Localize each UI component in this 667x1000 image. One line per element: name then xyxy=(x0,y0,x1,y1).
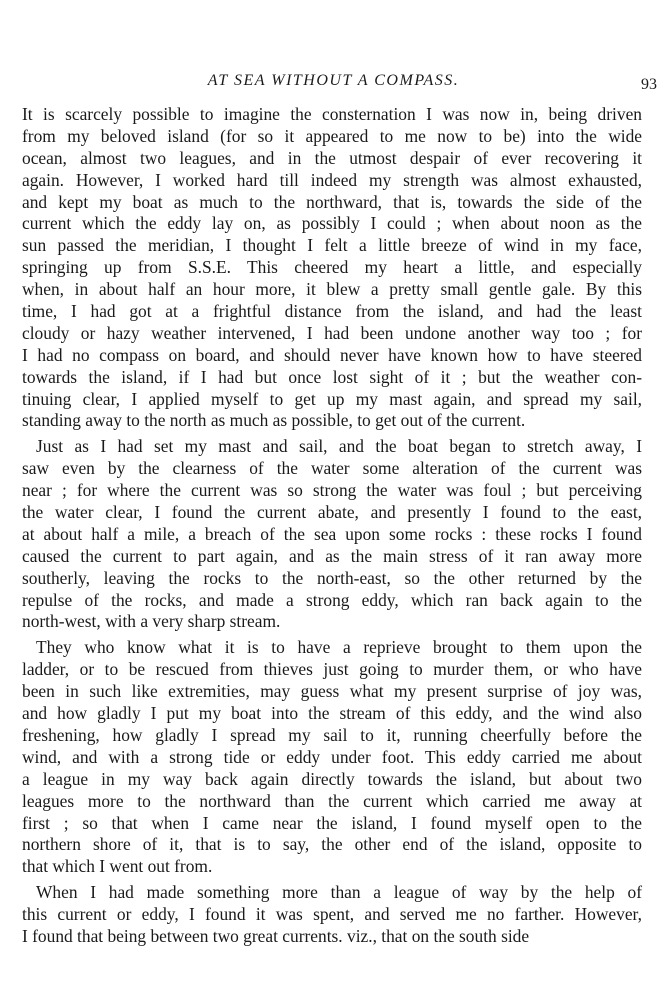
text-line: wind, and with a strong tide or eddy under foot. This eddy carried me about xyxy=(22,746,642,767)
text-line: been in such like extremities, may guess what my present surprise of joy was, xyxy=(22,681,642,702)
text-line: Just as I had set my mast and sail, and the boat began to stretch away, I xyxy=(36,436,642,457)
text-line: saw even by the clearness of the water some alteration of the current was xyxy=(22,458,642,479)
text-line: standing away to the north as much as possible, to get out of the current. xyxy=(22,410,526,431)
paragraph xyxy=(22,104,642,432)
text-line: this current or eddy, I found it was spent, and served me no farther. However, xyxy=(22,904,642,925)
text-line: towards the island, if I had but once lost sight of it ; but the weather con- xyxy=(22,366,642,387)
paragraph xyxy=(22,436,642,633)
text-line: ocean, almost two leagues, and in the utmost despair of ever recovering it xyxy=(22,147,642,168)
text-line: northern shore of it, that is to say, the other end of the island, opposite to xyxy=(22,834,642,855)
text-line: I found that being between two great currents. viz., that on the south side xyxy=(22,925,530,946)
text-line: time, I had got at a frightful distance from the island, and had the least xyxy=(22,301,642,322)
text-line: They who know what it is to have a reprieve brought to them upon the xyxy=(36,637,642,658)
text-line: caused the current to part again, and as the main stress of it ran away more xyxy=(22,545,642,566)
text-line: It is scarcely possible to imagine the consternation I was now in, being driven xyxy=(22,104,642,124)
text-line: sun passed the meridian, I thought I felt a little breeze of wind in my face, xyxy=(22,235,642,256)
text-line: tinuing clear, I applied myself to get up my mast again, and spread my sail, xyxy=(22,388,642,409)
paragraph xyxy=(22,637,642,878)
text-line: north-west, with a very sharp stream. xyxy=(22,611,281,632)
page-number: 93 xyxy=(641,76,657,93)
text-line: a league in my way back again directly towards the island, but about two xyxy=(22,768,642,789)
text-line: When I had made something more than a league of way by the help of xyxy=(36,882,642,903)
text-line: the water clear, I found the current abate, and presently I found to the east, xyxy=(22,502,642,523)
body-text xyxy=(22,104,642,948)
text-line: near ; for where the current was so strong the water was foul ; but perceiving xyxy=(22,480,642,501)
text-line: from my beloved island (for so it appeared to me now to be) into the wide xyxy=(22,125,642,146)
text-line: springing up from S.S.E. This cheered my heart a little, and especially xyxy=(22,257,642,278)
text-line: first ; so that when I came near the island, I found myself open to the xyxy=(22,812,642,833)
paragraph xyxy=(22,882,642,948)
text-line: that which I went out from. xyxy=(22,856,213,877)
text-line: cloudy or hazy weather intervened, I had been undone another way too ; for xyxy=(22,322,642,343)
text-line: and how gladly I put my boat into the stream of this eddy, and the wind also xyxy=(22,703,642,724)
text-line: at about half a mile, a breach of the sea upon some rocks : these rocks I found xyxy=(22,523,642,544)
text-line: again. However, I worked hard till indeed my strength was almost exhausted, xyxy=(22,169,642,190)
text-line: current which the eddy lay on, as possibly I could ; when about noon as the xyxy=(22,213,642,234)
text-line: when, in about half an hour more, it blew a pretty small gentle gale. By this xyxy=(22,279,642,300)
text-line: leagues more to the northward than the current which carried me away at xyxy=(22,790,642,811)
text-line: freshening, how gladly I spread my sail to it, running cheerfully before the xyxy=(22,724,642,745)
text-line: I had no compass on board, and should never have known how to have steered xyxy=(22,344,642,365)
text-line: and kept my boat as much to the northward, that is, towards the side of the xyxy=(22,191,642,212)
text-line: repulse of the rocks, and made a strong eddy, which ran back again to the xyxy=(22,589,642,610)
text-line: southerly, leaving the rocks to the north-east, so the other returned by the xyxy=(22,567,642,588)
running-head: AT SEA WITHOUT A COMPASS. xyxy=(207,72,460,89)
text-line: ladder, or to be rescued from thieves just going to murder them, or who have xyxy=(22,659,642,680)
